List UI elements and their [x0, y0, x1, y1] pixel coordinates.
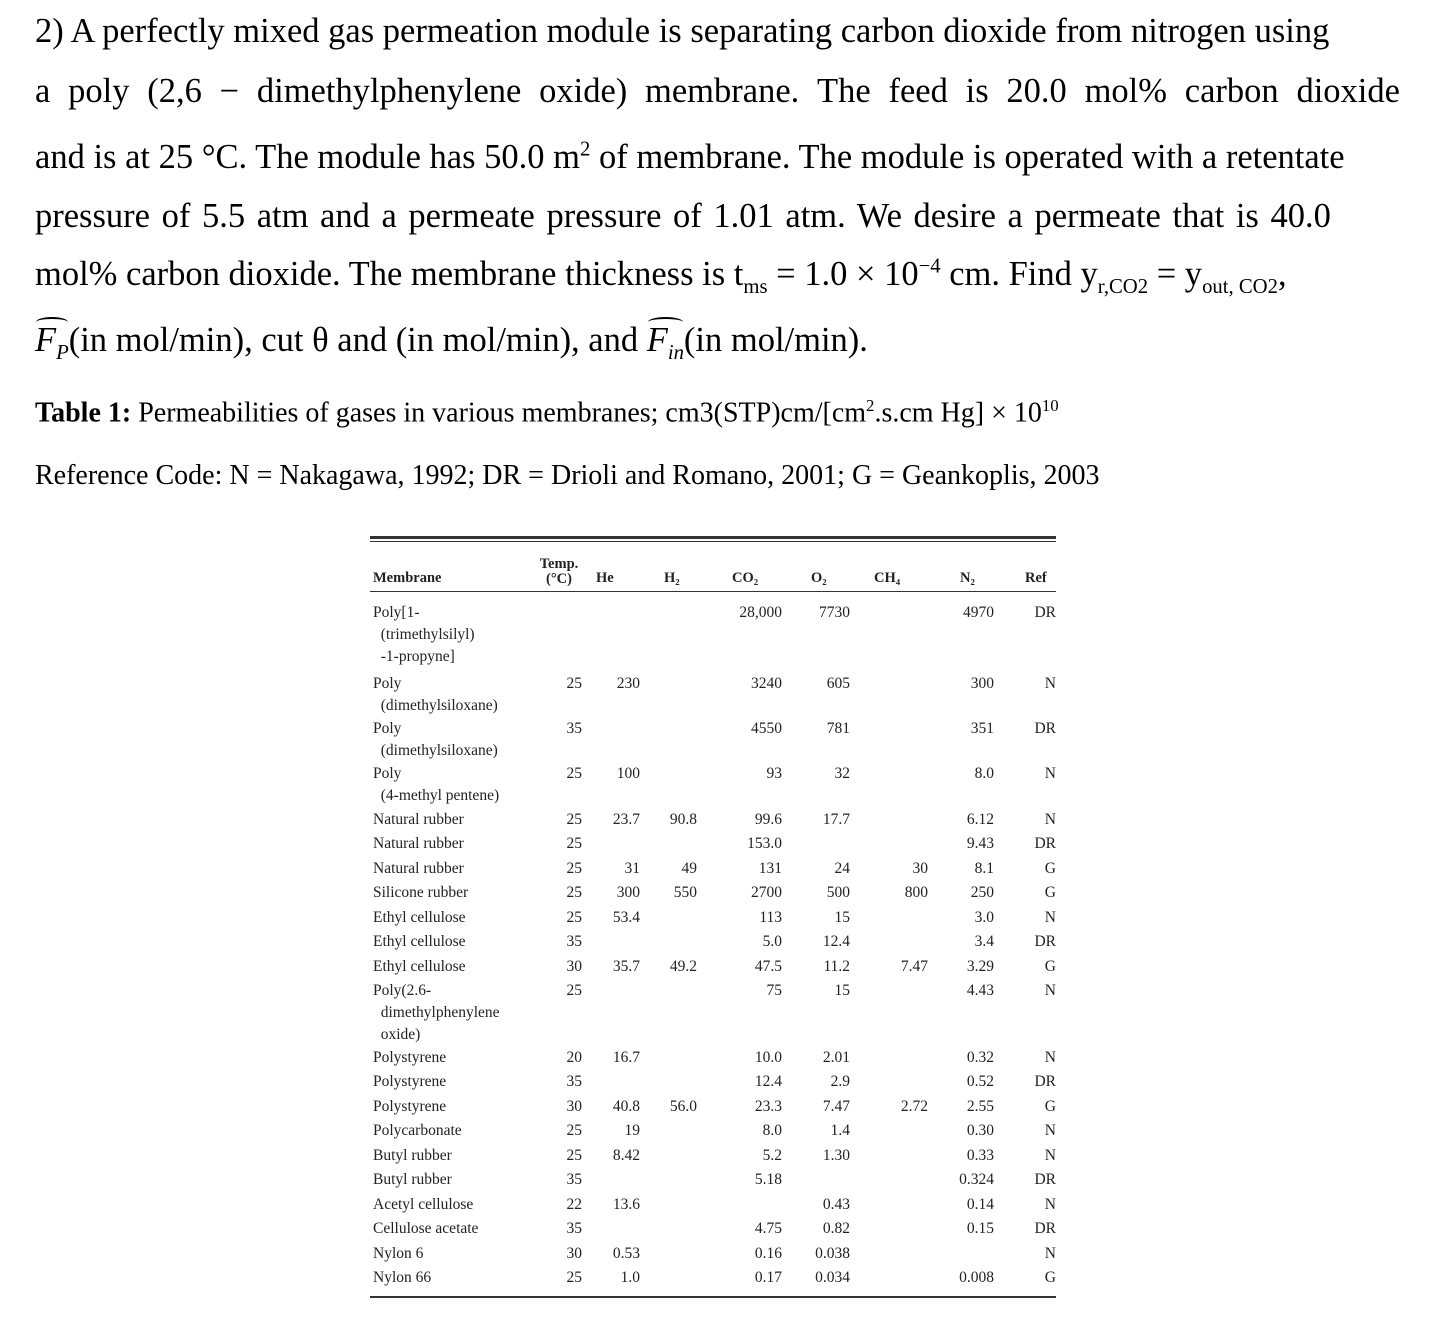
cell-n2: 3.4	[974, 933, 994, 950]
cell-ref: N	[1044, 811, 1056, 828]
cell-he: 8.42	[612, 1147, 640, 1164]
cell-ref: DR	[1034, 933, 1056, 950]
cell-n2: 0.32	[966, 1049, 994, 1066]
header-o2: O₂	[811, 570, 827, 586]
problem-line-2-word: a	[35, 72, 51, 110]
cell-co2: 23.3	[754, 1098, 782, 1115]
cell-ref: G	[1044, 884, 1056, 901]
cell-n2: 0.324	[959, 1171, 994, 1188]
cell-temp: 35	[566, 720, 582, 737]
cell-o2: 32	[834, 765, 850, 782]
cell-co2: 0.17	[754, 1269, 782, 1286]
cell-temp: 35	[566, 1073, 582, 1090]
cell-membrane: Nylon 6	[373, 1245, 424, 1262]
fp-letter: F	[35, 321, 57, 359]
cell-co2: 0.16	[754, 1245, 782, 1262]
cell-temp: 20	[566, 1049, 582, 1066]
table-caption-text: Permeabilities of gases in various membranes; cm3(STP)cm/[cm	[131, 397, 867, 429]
cell-n2: 300	[970, 675, 994, 692]
cell-temp: 25	[566, 1269, 582, 1286]
cell-membrane: Ethyl cellulose	[373, 933, 466, 950]
cell-temp: 25	[566, 860, 582, 877]
problem-line-1-text: 2) A perfectly mixed gas permeation module is separating carbon dioxide from nitrogen using	[35, 12, 1330, 50]
header-he: He	[596, 570, 614, 586]
table-header-rule	[370, 591, 1056, 592]
cell-ch4: 7.47	[900, 958, 928, 975]
exponent-superscript: −4	[918, 255, 941, 278]
problem-line-2-word: 20.0	[1006, 72, 1067, 110]
cell-he: 13.6	[612, 1196, 640, 1213]
cell-h2: 56.0	[669, 1098, 697, 1115]
cell-h2: 49	[681, 860, 697, 877]
cell-o2: 15	[834, 982, 850, 999]
cell-ref: N	[1044, 1196, 1056, 1213]
cell-temp: 30	[566, 1098, 582, 1115]
cell-temp: 25	[566, 982, 582, 999]
cell-n2: 9.43	[966, 835, 994, 852]
cell-membrane: Polystyrene	[373, 1073, 447, 1090]
cell-o2: 1.4	[830, 1122, 850, 1139]
problem-line-2-word: dioxide	[1296, 72, 1400, 110]
cell-membrane: Polycarbonate	[373, 1122, 462, 1139]
cell-co2: 5.18	[754, 1171, 782, 1188]
cell-o2: 0.43	[822, 1196, 850, 1213]
cell-n2: 351	[970, 720, 994, 737]
cell-o2: 0.82	[822, 1220, 850, 1237]
problem-line-1	[35, 12, 1400, 51]
cell-n2: 0.33	[966, 1147, 994, 1164]
cell-he: 19	[624, 1122, 640, 1139]
reference-code: Reference Code: N = Nakagawa, 1992; DR = Drioli and Romano, 2001; G = Geankoplis, 2003	[35, 460, 1100, 491]
cell-temp: 30	[566, 958, 582, 975]
cell-he: 0.53	[612, 1245, 640, 1262]
fin-subscript: in	[667, 341, 684, 364]
cell-n2: 0.15	[966, 1220, 994, 1237]
cell-o2: 17.7	[822, 811, 850, 828]
problem-line-6	[35, 321, 868, 365]
cell-ch4: 800	[904, 884, 928, 901]
cell-temp: 25	[566, 675, 582, 692]
cell-co2: 131	[758, 860, 782, 877]
problem-line-5e: ,	[1277, 255, 1287, 293]
cell-temp: 35	[566, 933, 582, 950]
cell-o2: 7730	[819, 604, 850, 621]
cell-ch4: 30	[912, 860, 928, 877]
problem-line-3a: and is at 25 °C. The module has 50.0 m	[35, 138, 580, 176]
cell-membrane: Natural rubber	[373, 835, 464, 852]
cell-ref: N	[1044, 982, 1056, 999]
cell-o2: 500	[826, 884, 850, 901]
problem-line-4-text: pressure of 5.5 atm and a permeate pressure of 1.01 atm. We desire a permeate that is 40.0	[35, 197, 1331, 235]
cell-co2: 5.2	[762, 1147, 782, 1164]
cell-ref: N	[1044, 1122, 1056, 1139]
cell-co2: 153.0	[747, 835, 782, 852]
cell-he: 1.0	[620, 1269, 640, 1286]
permeability-table	[370, 536, 1056, 1298]
cell-o2: 1.30	[822, 1147, 850, 1164]
cell-he: 300	[616, 884, 640, 901]
cell-o2: 24	[834, 860, 850, 877]
cell-co2: 113	[759, 909, 782, 926]
cell-o2: 15	[834, 909, 850, 926]
problem-line-2-word: oxide)	[539, 72, 628, 110]
cell-membrane: Acetyl cellulose	[373, 1196, 474, 1213]
cell-n2: 4.43	[966, 982, 994, 999]
table-caption-text-2: .s.cm Hg] × 10	[874, 397, 1042, 429]
cell-o2: 2.01	[822, 1049, 850, 1066]
cell-co2: 2700	[751, 884, 782, 901]
problem-line-2-word: poly	[68, 72, 130, 110]
cell-ref: G	[1044, 1269, 1056, 1286]
cell-n2: 250	[970, 884, 994, 901]
cell-ref: DR	[1034, 1171, 1056, 1188]
caption-sup-2: 2	[866, 396, 875, 415]
cell-co2: 3240	[751, 675, 782, 692]
problem-line-2-word: (2,6	[147, 72, 202, 110]
cell-n2: 0.008	[959, 1269, 994, 1286]
caption-sup-10: 10	[1041, 396, 1059, 415]
problem-line-2-word: dimethylphenylene	[256, 72, 522, 110]
problem-line-3b: of membrane. The module is operated with a retentate	[590, 138, 1345, 176]
cell-ref: G	[1044, 1098, 1056, 1115]
table-top-rule-2	[370, 541, 1056, 542]
problem-line-5a: mol% carbon dioxide. The membrane thickness is t	[35, 255, 744, 293]
cell-temp: 30	[566, 1245, 582, 1262]
cell-co2: 4550	[751, 720, 782, 737]
cell-o2: 0.038	[815, 1245, 850, 1262]
header-temp	[536, 557, 582, 587]
cell-ref: N	[1044, 1049, 1056, 1066]
cell-co2: 4.75	[754, 1220, 782, 1237]
cell-temp: 35	[566, 1220, 582, 1237]
cell-he: 23.7	[612, 811, 640, 828]
problem-line-4	[35, 197, 1331, 236]
problem-line-5c: cm. Find y	[940, 255, 1098, 293]
cell-membrane: Butyl rubber	[373, 1171, 452, 1188]
cell-h2: 90.8	[669, 811, 697, 828]
cell-temp: 25	[566, 884, 582, 901]
cell-ref: N	[1044, 909, 1056, 926]
cell-o2: 781	[826, 720, 850, 737]
cell-co2: 12.4	[754, 1073, 782, 1090]
cell-temp: 22	[566, 1196, 582, 1213]
table-bottom-rule	[370, 1296, 1056, 1298]
cell-membrane: Poly(2.6- dimethylphenylene oxide)	[373, 982, 500, 1043]
cell-he: 53.4	[612, 909, 640, 926]
header-n2: N₂	[960, 570, 975, 586]
problem-line-2-word: membrane.	[645, 72, 800, 110]
fp-subscript: P	[56, 341, 69, 364]
problem-line-2-word: −	[219, 72, 240, 110]
cell-co2: 99.6	[754, 811, 782, 828]
problem-line-2-word: is	[965, 72, 989, 110]
cell-ref: DR	[1034, 1220, 1056, 1237]
cell-n2: 0.30	[966, 1122, 994, 1139]
cell-ref: G	[1044, 958, 1056, 975]
header-temp-line1: Temp.	[539, 556, 579, 572]
cell-he: 31	[624, 860, 640, 877]
cell-n2: 8.0	[974, 765, 994, 782]
problem-line-2-word: feed	[888, 72, 948, 110]
cell-ref: DR	[1034, 1073, 1056, 1090]
cell-o2: 7.47	[822, 1098, 850, 1115]
cell-he: 16.7	[612, 1049, 640, 1066]
cell-co2: 28,000	[739, 604, 782, 621]
cell-temp: 25	[566, 1147, 582, 1164]
cell-temp: 25	[566, 909, 582, 926]
cell-co2: 8.0	[762, 1122, 782, 1139]
cell-co2: 10.0	[754, 1049, 782, 1066]
cell-temp: 25	[566, 811, 582, 828]
problem-line-5d: = y	[1148, 255, 1203, 293]
cell-ref: DR	[1034, 835, 1056, 852]
cell-membrane: Poly (4-methyl pentene)	[373, 765, 500, 804]
cell-co2: 75	[766, 982, 782, 999]
cell-temp: 25	[566, 765, 582, 782]
cell-membrane: Poly[1- (trimethylsilyl) -1-propyne]	[373, 604, 475, 665]
cell-co2: 5.0	[762, 933, 782, 950]
problem-line-2-word: carbon	[1184, 72, 1279, 110]
header-ref: Ref	[1025, 570, 1047, 586]
cell-ref: DR	[1034, 720, 1056, 737]
cell-membrane: Silicone rubber	[373, 884, 469, 901]
cell-temp: 25	[566, 1122, 582, 1139]
table-caption-label: Table 1:	[35, 397, 132, 429]
cell-n2: 3.0	[974, 909, 994, 926]
cell-n2: 2.55	[966, 1098, 994, 1115]
cell-membrane: Natural rubber	[373, 811, 464, 828]
cell-temp: 25	[566, 835, 582, 852]
cell-temp: 35	[566, 1171, 582, 1188]
cell-n2: 0.52	[966, 1073, 994, 1090]
header-h2: H₂	[664, 570, 680, 586]
problem-line-2	[35, 72, 1400, 111]
cell-ref: N	[1044, 765, 1056, 782]
cell-o2: 0.034	[815, 1269, 850, 1286]
problem-line-2-word: The	[817, 72, 871, 110]
cell-co2: 47.5	[754, 958, 782, 975]
fp-symbol	[35, 321, 69, 365]
header-temp-line2: (°C)	[546, 571, 572, 587]
cell-co2: 93	[766, 765, 782, 782]
cell-membrane: Natural rubber	[373, 860, 464, 877]
cell-membrane: Ethyl cellulose	[373, 958, 466, 975]
cell-membrane: Polystyrene	[373, 1098, 447, 1115]
cell-ref: N	[1044, 1245, 1056, 1262]
cell-n2: 6.12	[966, 811, 994, 828]
cell-n2: 8.1	[974, 860, 994, 877]
problem-line-6a: (in mol/min), cut θ and (in mol/min), and	[68, 321, 647, 359]
cell-membrane: Ethyl cellulose	[373, 909, 466, 926]
cell-ref: N	[1044, 1147, 1056, 1164]
cell-h2: 550	[673, 884, 697, 901]
cell-n2: 4970	[963, 604, 994, 621]
problem-line-2-word: mol%	[1084, 72, 1167, 110]
cell-membrane: Butyl rubber	[373, 1147, 452, 1164]
cell-ref: N	[1044, 675, 1056, 692]
cell-o2: 2.9	[830, 1073, 850, 1090]
tms-subscript: ms	[743, 275, 768, 298]
cell-he: 230	[616, 675, 640, 692]
header-co2: CO₂	[732, 570, 759, 586]
yr-subscript: r,CO2	[1097, 275, 1149, 298]
cell-o2: 11.2	[823, 958, 850, 975]
table-top-rule	[370, 536, 1056, 539]
problem-line-5b: = 1.0 × 10	[767, 255, 919, 293]
cell-ch4: 2.72	[900, 1098, 928, 1115]
fin-symbol	[647, 321, 684, 365]
fin-letter: F	[646, 321, 668, 359]
header-ch4: CH₄	[874, 570, 901, 586]
cell-n2: 0.14	[966, 1196, 994, 1213]
cell-ref: DR	[1034, 604, 1056, 621]
cell-h2: 49.2	[669, 958, 697, 975]
cell-n2: 3.29	[966, 958, 994, 975]
cell-membrane: Polystyrene	[373, 1049, 447, 1066]
cell-ref: G	[1044, 860, 1056, 877]
header-membrane: Membrane	[373, 570, 442, 586]
cell-membrane: Cellulose acetate	[373, 1220, 479, 1237]
cell-o2: 605	[826, 675, 850, 692]
cell-he: 40.8	[612, 1098, 640, 1115]
cell-he: 100	[616, 765, 640, 782]
cell-membrane: Nylon 66	[373, 1269, 432, 1286]
problem-line-3	[35, 138, 1345, 177]
problem-line-6b: (in mol/min).	[683, 321, 868, 359]
cell-he: 35.7	[612, 958, 640, 975]
m2-superscript: 2	[579, 138, 591, 161]
cell-membrane: Poly (dimethylsiloxane)	[373, 720, 498, 759]
problem-line-5	[35, 255, 1287, 299]
yout-subscript: out, CO2	[1202, 275, 1278, 298]
cell-membrane: Poly (dimethylsiloxane)	[373, 675, 498, 714]
cell-o2: 12.4	[822, 933, 850, 950]
table-caption	[35, 396, 1059, 429]
